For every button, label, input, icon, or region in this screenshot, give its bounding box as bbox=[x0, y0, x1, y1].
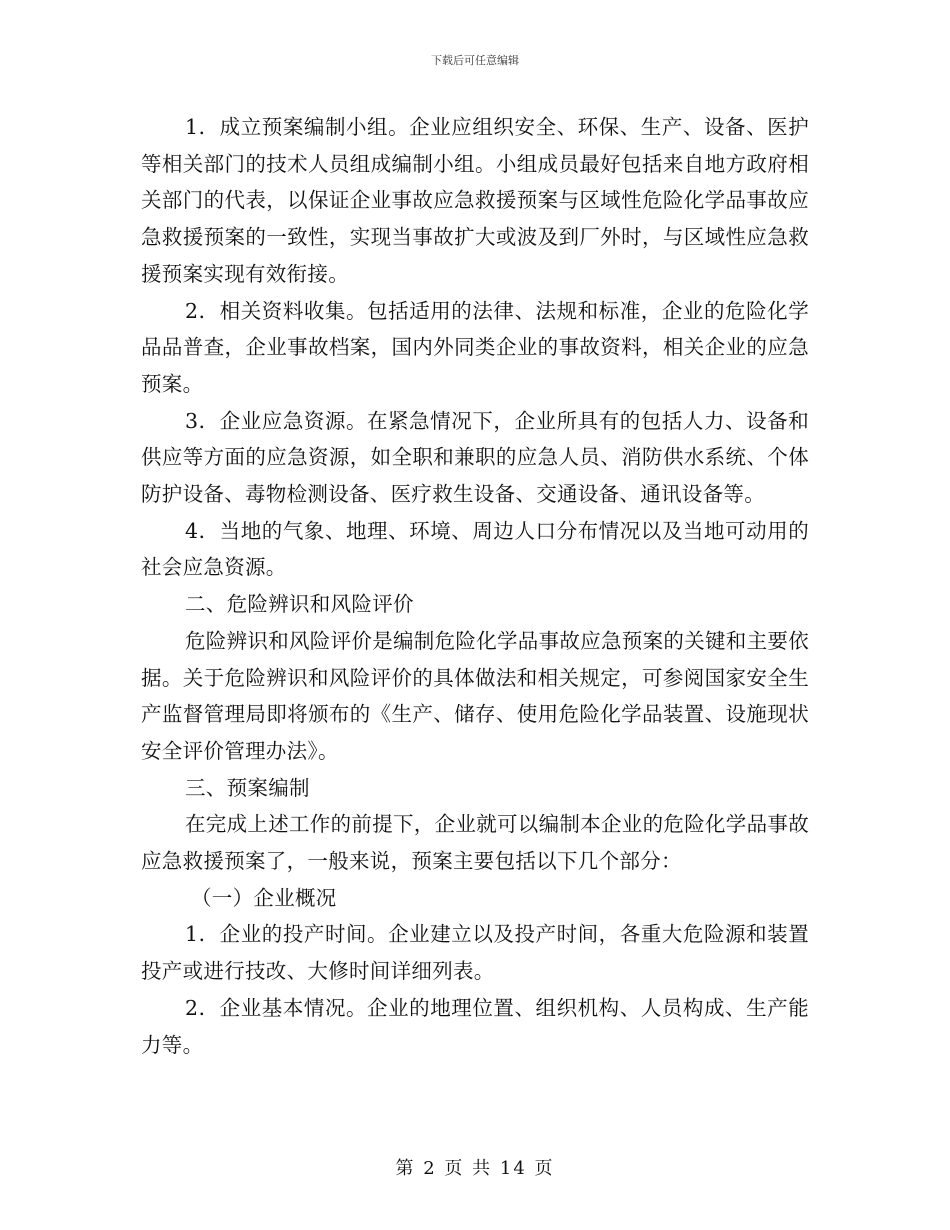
page-header: 下载后可任意编辑 bbox=[431, 54, 519, 67]
document-body bbox=[141, 109, 809, 1063]
footer-total-pages: 14 bbox=[499, 1158, 527, 1179]
footer-current-page: 2 bbox=[423, 1158, 437, 1179]
footer-prefix: 第 bbox=[395, 1158, 416, 1179]
footer-middle: 页 共 bbox=[444, 1158, 493, 1179]
paragraph-risk-assessment: 危险辨识和风险评价是编制危险化学品事故应急预案的关键和主要依据。关于危险辨识和风险评价的具体做法和相关规定，可参阅国家安全生产监督管理局即将颁布的《生产、储存、使用危险化学品装置、设施现状安全评价管理办法》。 bbox=[141, 628, 809, 763]
paragraph-basic-info: 2．企业基本情况。企业的地理位置、组织机构、人员构成、生产能力等。 bbox=[141, 995, 809, 1057]
page-footer bbox=[0, 1154, 950, 1180]
paragraph-emergency-resources: 3．企业应急资源。在紧急情况下，企业所具有的包括人力、设备和供应等方面的应急资源，如全职和兼职的应急人员、消防供水系统、个体防护设备、毒物检测设备、医疗救生设备、交通设备、通讯设备等。 bbox=[141, 408, 809, 507]
section-heading-risk: 二、危险辨识和风险评价 bbox=[185, 592, 414, 617]
paragraph-form-team: 1．成立预案编制小组。企业应组织安全、环保、生产、设备、医护等相关部门的技术人员组成编制小组。小组成员最好包括来自地方政府相关部门的代表，以保证企业事故应急救援预案与区域性危险化学品事故应急救援预案的一致性，实现当事故扩大或波及到厂外时，与区域性应急救援预案实现有效衔接。 bbox=[141, 115, 809, 286]
paragraph-production-time: 1．企业的投产时间。企业建立以及投产时间，各重大危险源和装置投产或进行技改、大修时间详细列表。 bbox=[141, 922, 809, 984]
subsection-heading-overview: （一）企业概况 bbox=[191, 885, 337, 910]
paragraph-local-conditions: 4．当地的气象、地理、环境、周边人口分布情况以及当地可动用的社会应急资源。 bbox=[141, 518, 809, 580]
paragraph-plan-intro: 在完成上述工作的前提下，企业就可以编制本企业的危险化学品事故应急救援预案了，一般来说，预案主要包括以下几个部分： bbox=[141, 812, 809, 874]
footer-suffix: 页 bbox=[534, 1158, 555, 1179]
section-heading-plan: 三、预案编制 bbox=[185, 775, 310, 800]
paragraph-collect-materials: 2．相关资料收集。包括适用的法律、法规和标准，企业的危险化学品品普查，企业事故档案，国内外同类企业的事故资料，相关企业的应急预案。 bbox=[141, 298, 809, 396]
